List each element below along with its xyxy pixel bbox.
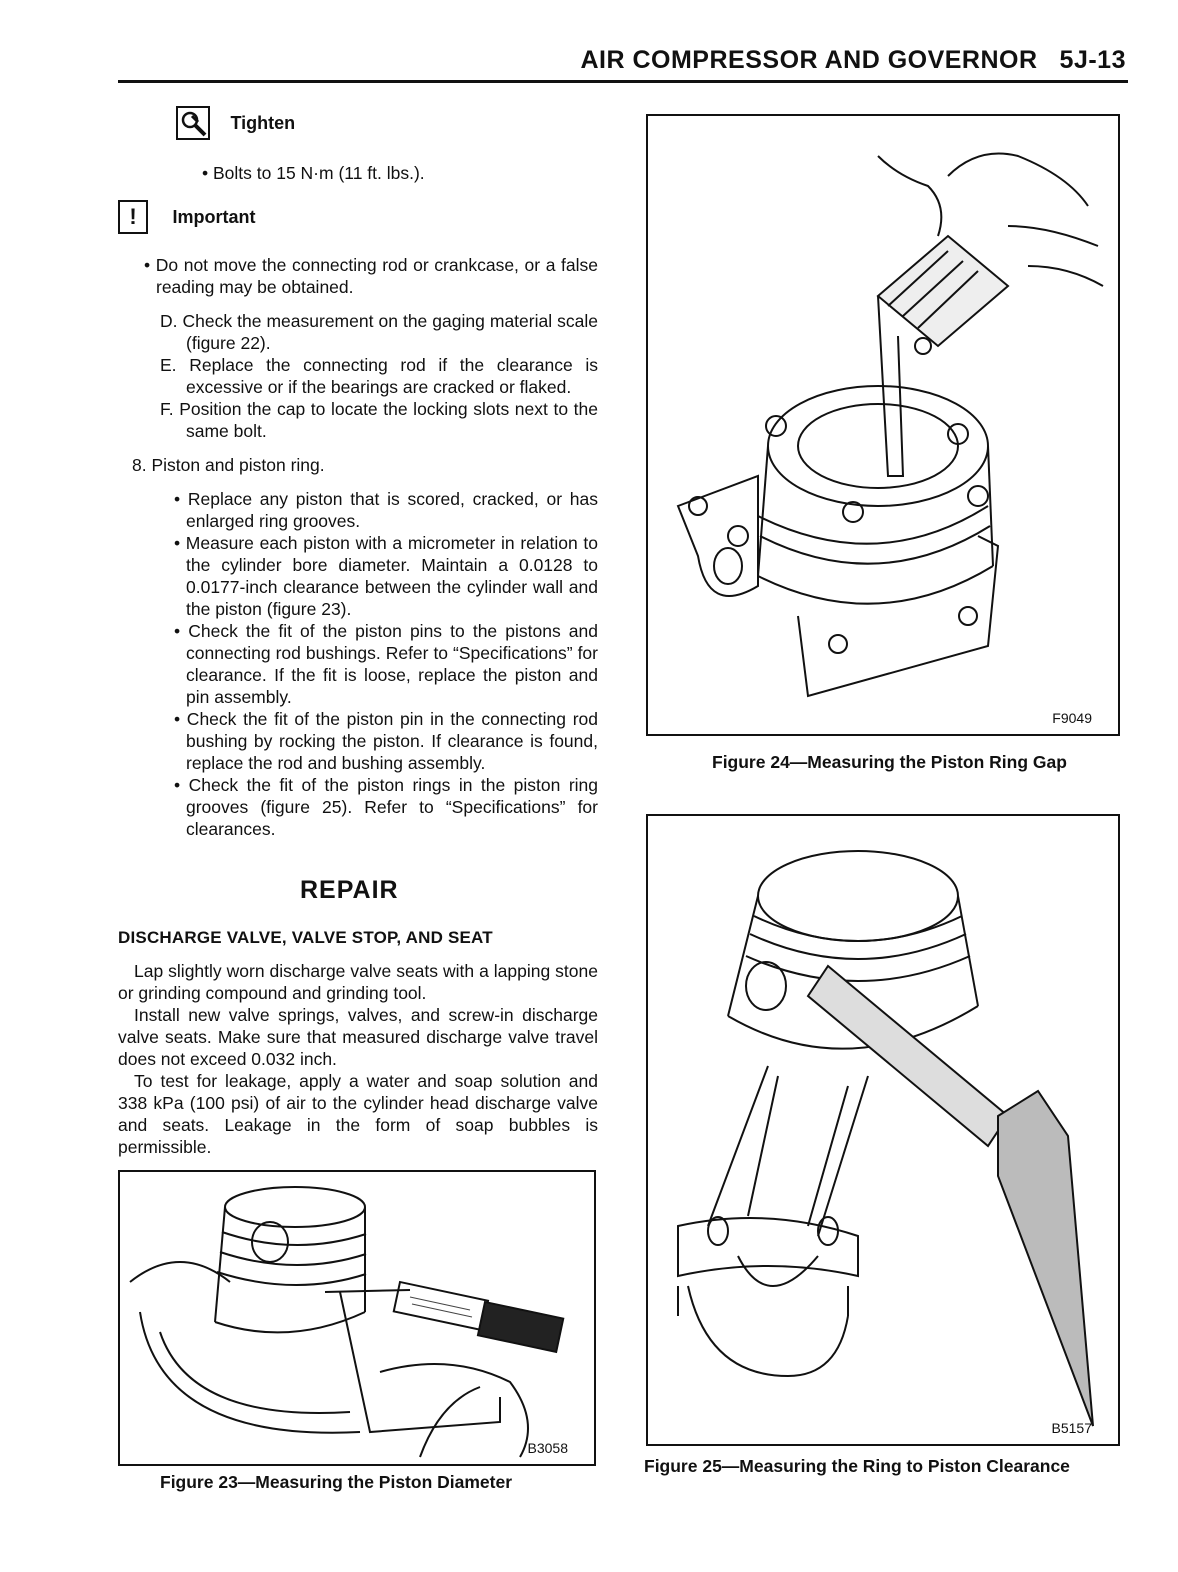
left-column-text (118, 254, 598, 840)
page-number: 5J-13 (1059, 46, 1126, 74)
figure-23 (118, 1170, 596, 1466)
figure-24 (646, 114, 1120, 736)
figure-25-id: B5157 (1051, 1420, 1092, 1436)
figure-23-caption: Figure 23—Measuring the Piston Diameter (160, 1472, 513, 1492)
page-header (580, 46, 1126, 75)
ring-gap-illustration (648, 116, 1118, 734)
tighten-label: Tighten (230, 112, 296, 133)
header-title: AIR COMPRESSOR AND GOVERNOR (580, 46, 1038, 74)
important-label: Important (172, 206, 256, 227)
repair-subheading: DISCHARGE VALVE, VALVE STOP, AND SEAT (118, 928, 493, 947)
figure-25 (646, 814, 1120, 1446)
piston-bullet-2: • Measure each piston with a micrometer in relation to the cylinder bore diameter. Maintain a 0.0128 to 0.0177-inch clearance between the cylinder wall and the piston (figure 23). (174, 533, 598, 619)
repair-paragraph-1: Lap slightly worn discharge valve seats with a lapping stone or grinding compound and grinding tool. (118, 961, 598, 1003)
piston-bullet-3: • Check the fit of the piston pins to the pistons and connecting rod bushings. Refer to “Specifications” for clearance. If the fit is loose, replace the piston and pin assembly. (174, 621, 598, 707)
tighten-block (176, 106, 295, 140)
piston-bullet-1: • Replace any piston that is scored, cracked, or has enlarged ring grooves. (174, 489, 598, 531)
figure-24-caption: Figure 24—Measuring the Piston Ring Gap (712, 752, 1067, 772)
piston-heading: 8. Piston and piston ring. (132, 455, 325, 475)
repair-paragraph-2: Install new valve springs, valves, and screw-in discharge valve seats. Make sure that measured discharge valve travel does not exceed 0.032 inch. (118, 1005, 598, 1069)
piston-bullet-5: • Check the fit of the piston rings in the piston ring grooves (figure 25). Refer to “Specifications” for clearances. (174, 775, 598, 839)
piston-bullet-4: • Check the fit of the piston pin in the connecting rod bushing by rocking the piston. If clearance is found, replace the rod and bushing assembly. (174, 709, 598, 773)
step-e: E. Replace the connecting rod if the clearance is excessive or if the bearings are cracked or flaked. (160, 355, 598, 397)
wrench-icon (176, 106, 210, 140)
exclamation-icon: ! (118, 200, 148, 234)
figure-24-id: F9049 (1052, 710, 1092, 726)
ring-clearance-illustration (648, 816, 1118, 1444)
step-f: F. Position the cap to locate the locking slots next to the same bolt. (160, 399, 598, 441)
important-bullet: • Do not move the connecting rod or crankcase, or a false reading may be obtained. (144, 255, 598, 297)
repair-text (118, 960, 598, 1158)
repair-paragraph-3: To test for leakage, apply a water and soap solution and 338 kPa (100 psi) of air to the cylinder head discharge valve and seats. Leakage in the form of soap bubbles is permissible. (118, 1071, 598, 1157)
header-rule (118, 80, 1128, 83)
step-d: D. Check the measurement on the gaging material scale (figure 22). (160, 311, 598, 353)
tighten-bullet: • Bolts to 15 N·m (11 ft. lbs.). (202, 163, 425, 183)
important-block (118, 200, 255, 234)
figure-25-caption: Figure 25—Measuring the Ring to Piston Clearance (644, 1456, 1070, 1476)
figure-23-id: B3058 (527, 1440, 568, 1456)
piston-micrometer-illustration (120, 1172, 594, 1464)
repair-heading: REPAIR (300, 876, 399, 904)
